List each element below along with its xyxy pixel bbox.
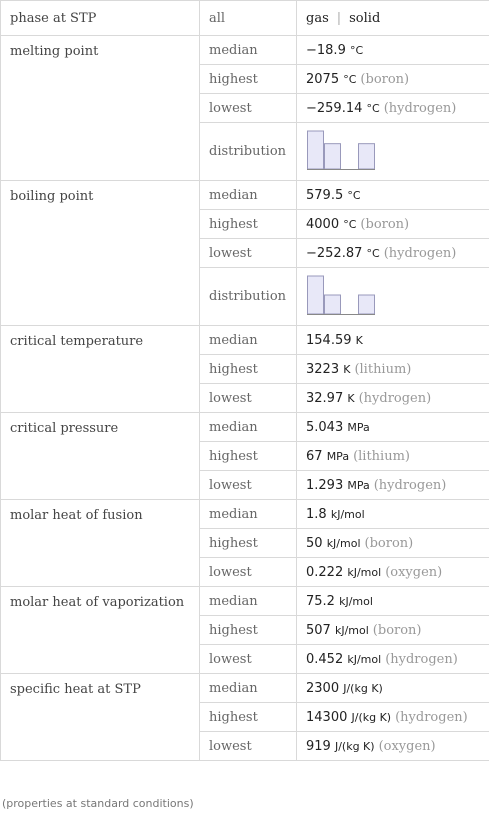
- molar-heat-vaporization-median-row: [1, 587, 489, 616]
- stat-label: median: [200, 36, 297, 65]
- stat-label: lowest: [200, 384, 297, 413]
- phase-label: phase at STP: [1, 1, 200, 36]
- element-note: (oxygen): [385, 564, 443, 580]
- critical-temperature-label: critical temperature: [1, 326, 200, 413]
- stat-label: median: [200, 674, 297, 703]
- critical-temperature-highest-value: [297, 355, 489, 384]
- critical-temperature-median-row: [1, 326, 489, 355]
- footnote: (properties at standard conditions): [2, 797, 194, 810]
- stat-label: median: [200, 500, 297, 529]
- element-note: (boron): [364, 535, 414, 551]
- critical-temperature-median-value: [297, 326, 489, 355]
- stat-label: lowest: [200, 558, 297, 587]
- critical-pressure-median-value: [297, 413, 489, 442]
- value-number: 5.043: [306, 419, 344, 435]
- stat-label: median: [200, 326, 297, 355]
- element-note: (hydrogen): [373, 477, 447, 493]
- value-number: 4000: [306, 216, 340, 232]
- element-note: (oxygen): [378, 738, 436, 754]
- value-number: −259.14: [306, 100, 363, 116]
- molar-heat-fusion-median-value: [297, 500, 489, 529]
- critical-pressure-highest-value: [297, 442, 489, 471]
- melting-point-highest-value: [297, 65, 489, 94]
- value-unit: J/(kg K): [351, 710, 392, 724]
- value-unit: J/(kg K): [334, 739, 375, 753]
- stat-label: lowest: [200, 94, 297, 123]
- specific-heat-lowest-value: [297, 732, 489, 761]
- critical-pressure-label: critical pressure: [1, 413, 200, 500]
- element-note: (lithium): [353, 448, 410, 464]
- stat-label: highest: [200, 210, 297, 239]
- stat-label: median: [200, 587, 297, 616]
- boiling-point-distribution: [297, 268, 489, 326]
- molar-heat-fusion-median-row: [1, 500, 489, 529]
- specific-heat-median-row: [1, 674, 489, 703]
- stat-label: distribution: [200, 123, 297, 181]
- boiling-point-median-value: [297, 181, 489, 210]
- stat-label: median: [200, 413, 297, 442]
- histogram-bar: [325, 143, 341, 168]
- critical-pressure-median-row: [1, 413, 489, 442]
- molar-heat-vaporization-lowest-value: [297, 645, 489, 674]
- stat-label: lowest: [200, 239, 297, 268]
- value-unit: kJ/mol: [326, 536, 361, 550]
- value-unit: K: [355, 333, 363, 347]
- stat-label: highest: [200, 65, 297, 94]
- stat-label: highest: [200, 442, 297, 471]
- histogram-bar: [308, 276, 324, 314]
- histogram-bar: [359, 295, 375, 314]
- value-number: 0.452: [306, 651, 344, 667]
- boiling-point-lowest-value: [297, 239, 489, 268]
- element-note: (hydrogen): [358, 390, 432, 406]
- phase-solid: solid: [349, 10, 381, 26]
- value-unit: °C: [347, 188, 361, 202]
- specific-heat-label: specific heat at STP: [1, 674, 200, 761]
- value-unit: K: [347, 391, 355, 405]
- molar-heat-fusion-label: molar heat of fusion: [1, 500, 200, 587]
- value-number: 14300: [306, 709, 348, 725]
- melting-point-histogram: [306, 130, 386, 174]
- stat-label: highest: [200, 529, 297, 558]
- melting-point-lowest-value: [297, 94, 489, 123]
- value-unit: °C: [343, 72, 357, 86]
- element-note: (boron): [360, 71, 410, 87]
- value-unit: °C: [343, 217, 357, 231]
- phase-row: [1, 1, 489, 36]
- value-unit: °C: [349, 43, 364, 57]
- phase-values: [297, 1, 489, 36]
- histogram-bar: [359, 143, 375, 168]
- stat-label: lowest: [200, 471, 297, 500]
- molar-heat-vaporization-label: molar heat of vaporization: [1, 587, 200, 674]
- melting-point-distribution: [297, 123, 489, 181]
- value-unit: kJ/mol: [330, 507, 365, 521]
- value-number: 2075: [306, 71, 340, 87]
- melting-point-median-value: [297, 36, 489, 65]
- phase-separator: |: [336, 10, 342, 26]
- value-unit: MPa: [347, 478, 370, 492]
- value-unit: MPa: [326, 449, 350, 463]
- value-unit: kJ/mol: [334, 623, 369, 637]
- stat-label: distribution: [200, 268, 297, 326]
- molar-heat-fusion-highest-value: [297, 529, 489, 558]
- value-number: 50: [306, 535, 323, 551]
- element-note: (lithium): [354, 361, 412, 377]
- specific-heat-median-value: [297, 674, 489, 703]
- value-unit: K: [343, 362, 351, 376]
- value-unit: °C: [366, 101, 380, 115]
- boiling-point-histogram: [306, 275, 386, 319]
- value-number: 0.222: [306, 564, 344, 580]
- value-number: 3223: [306, 361, 340, 377]
- value-number: 1.8: [306, 506, 327, 522]
- value-number: 919: [306, 738, 331, 754]
- histogram-bar: [325, 295, 341, 314]
- phase-stat: all: [200, 1, 297, 36]
- stat-label: lowest: [200, 645, 297, 674]
- value-number: 32.97: [306, 390, 344, 406]
- stat-label: lowest: [200, 732, 297, 761]
- value-unit: kJ/mol: [339, 594, 373, 608]
- value-unit: J/(kg K): [343, 681, 383, 695]
- element-note: (boron): [360, 216, 410, 232]
- value-number: 75.2: [306, 593, 335, 609]
- element-note: (hydrogen): [395, 709, 468, 725]
- specific-heat-highest-value: [297, 703, 489, 732]
- element-note: (hydrogen): [383, 100, 457, 116]
- value-unit: kJ/mol: [347, 565, 382, 579]
- value-number: 579.5: [306, 187, 344, 203]
- molar-heat-vaporization-highest-value: [297, 616, 489, 645]
- stat-label: highest: [200, 355, 297, 384]
- value-number: −252.87: [306, 245, 363, 261]
- value-unit: °C: [366, 246, 380, 260]
- histogram-bar: [308, 131, 324, 169]
- value-number: 2300: [306, 680, 340, 696]
- value-number: 1.293: [306, 477, 344, 493]
- value-number: −18.9: [306, 42, 346, 58]
- boiling-point-highest-value: [297, 210, 489, 239]
- stat-label: highest: [200, 616, 297, 645]
- value-unit: MPa: [347, 420, 370, 434]
- value-unit: kJ/mol: [347, 652, 382, 666]
- element-note: (boron): [372, 622, 422, 638]
- phase-gas: gas: [306, 10, 329, 26]
- element-note: (hydrogen): [385, 651, 458, 667]
- value-number: 507: [306, 622, 331, 638]
- stat-label: median: [200, 181, 297, 210]
- molar-heat-fusion-lowest-value: [297, 558, 489, 587]
- value-number: 67: [306, 448, 323, 464]
- boiling-point-median-row: [1, 181, 489, 210]
- element-note: (hydrogen): [383, 245, 457, 261]
- molar-heat-vaporization-median-value: [297, 587, 489, 616]
- boiling-point-label: boiling point: [1, 181, 200, 326]
- value-number: 154.59: [306, 332, 352, 348]
- critical-pressure-lowest-value: [297, 471, 489, 500]
- melting-point-label: melting point: [1, 36, 200, 181]
- melting-point-median-row: [1, 36, 489, 65]
- critical-temperature-lowest-value: [297, 384, 489, 413]
- stat-label: highest: [200, 703, 297, 732]
